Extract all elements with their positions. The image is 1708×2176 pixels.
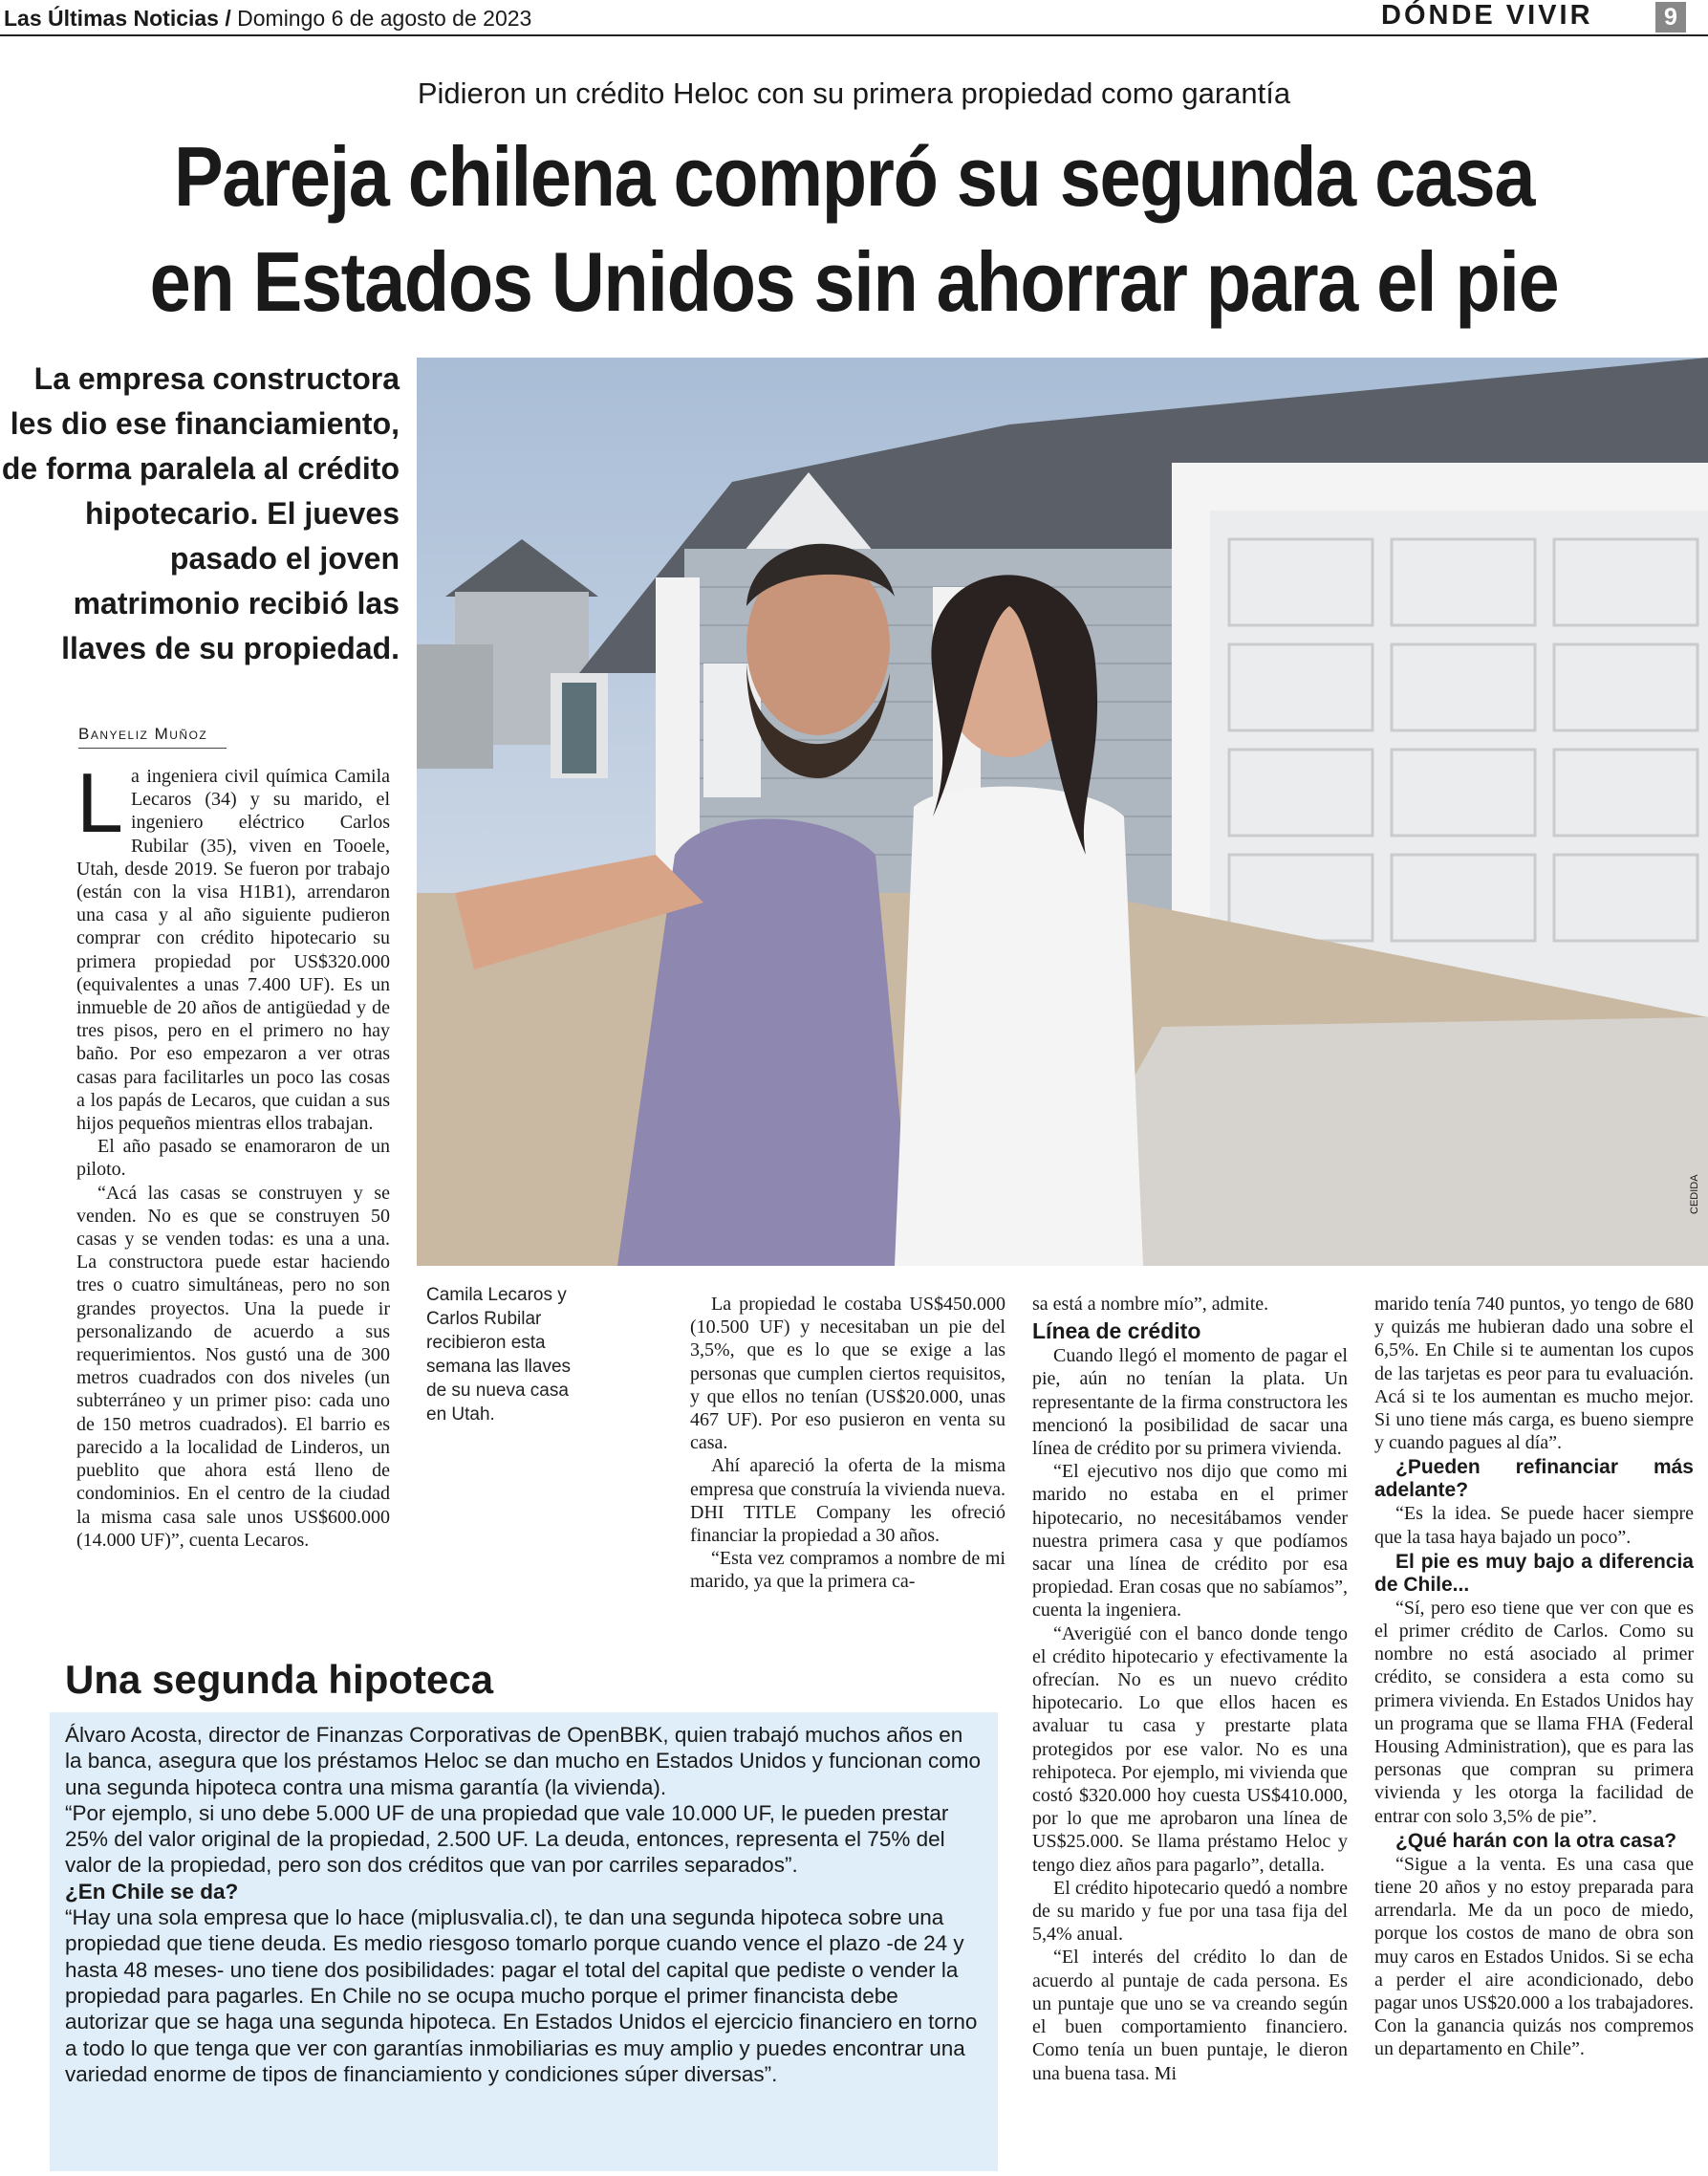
section-name: DÓNDE VIVIR: [1381, 0, 1593, 31]
headline-line-1: Pareja chilena compró su segunda casa: [173, 129, 1535, 224]
answer: “Sí, pero eso tiene que ver con que es el primer crédito de Carlos. Como su nombre no está asociado al primer crédito, se considera a esta como su primera vivienda. En Estados Unidos hay un programa que se llama FHA (Federal Housing Administration), que es para las personas que compran su primera vivienda y les otorga la facilidad de entrar con solo 3,5% de pie”.: [1374, 1597, 1694, 1827]
article-column-3: [1032, 1293, 1348, 2085]
paragraph: Cuando llegó el momento de pagar el pie, aún no tenían la plata. Un representante de la firma constructora les mencionó la posibilidad de sacar una línea de crédito por su primera vivienda.: [1032, 1345, 1348, 1460]
page-number: 9: [1655, 2, 1686, 33]
byline-rule: [78, 748, 227, 749]
paragraph: “Esta vez compramos a nombre de mi marido, ya que la primera ca-: [690, 1548, 1005, 1593]
sidebar-title: Una segunda hipoteca: [65, 1657, 494, 1702]
sidebar-paragraph: Álvaro Acosta, director de Finanzas Corporativas de OpenBBK, quien trabajó muchos años en la banca, asegura que los préstamos Heloc se dan mucho en Estados Unidos y funcionan como una segunda hipoteca contra una misma garantía (la vivienda).: [65, 1723, 982, 1799]
sidebar-box: [50, 1712, 998, 2171]
article-column-2: [690, 1293, 1005, 1594]
drop-cap: L: [76, 755, 123, 850]
paragraph: El crédito hipotecario quedó a nombre de su marido y fue por una tasa fija del 5,4% anual.: [1032, 1877, 1348, 1946]
paragraph-text: a ingeniera civil química Camila Lecaros (34) y su marido, el ingeniero eléctrico Carlos Rubilar (35), viven en Tooele, Utah, desde 2019. Se fueron por trabajo (están con la visa H1B1), arrendaron una casa y al año siguiente pudieron comprar con crédito hipotecario su primera propiedad por US$320.000 (equivalentes a unas 7.400 UF). Es un inmueble de 20 años de antigüedad y de tres pisos, pero en el primero no hay baño. Por eso empezaron a ver otras casas para facilitarles un poco las cosas a los papás de Lecaros, que cuidan a sus hijos pequeños mientras ellos trabajan.: [76, 766, 390, 1135]
answer: “Es la idea. Se puede hacer siempre que la tasa haya bajado un poco”.: [1374, 1503, 1694, 1548]
question: El pie es muy bajo a diferencia de Chile...: [1374, 1550, 1694, 1596]
subheading: Línea de crédito: [1032, 1318, 1201, 1344]
house-couple-photo: [417, 358, 1708, 1266]
paragraph: [76, 755, 390, 1135]
headline: [102, 124, 1606, 335]
article-column-1: [76, 755, 390, 1552]
paragraph: “El interés del crédito lo dan de acuerdo al puntaje de cada persona. Es un puntaje que uno se va creando según el buen comportamiento financiero. Como tenía un buen puntaje, le dieron una buena tasa. Mi: [1032, 1947, 1348, 2084]
newspaper-name: [4, 6, 531, 32]
paragraph: El año pasado se enamoraron de un piloto.: [76, 1136, 390, 1181]
paragraph: marido tenía 740 puntos, yo tengo de 680 y quizás me hubieran dado una sobre el 6,5%. En Chile si te aumentan los cupos de las tarjetas es peor para tu evaluación. Acá si te los aumentan es mucho mejor. Si uno tiene más carga, es bueno siempre y cuando pagues al día”.: [1374, 1294, 1694, 1454]
byline: Banyeliz Muñoz: [78, 725, 208, 743]
photo-caption: Camila Lecaros y Carlos Rubilar recibieron esta semana las llaves de su nueva casa en Utah.: [426, 1285, 572, 1425]
paragraph: La propiedad le costaba US$450.000 (10.500 UF) y necesitaban un pie del 3,5%, que es lo que se exige a las personas que cumplen ciertos requisitos, y que ellos no tenían (US$20.000, unas 467 UF). Por eso pusieron en venta su casa.: [690, 1294, 1005, 1454]
paragraph: Ahí apareció la oferta de la misma empresa que construía la vivienda nueva. DHI TITLE Company les ofreció financiar la propiedad a 30 años.: [690, 1455, 1005, 1547]
question: ¿Pueden refinanciar más adelante?: [1374, 1456, 1694, 1502]
sidebar-paragraph: “Por ejemplo, si uno debe 5.000 UF de una propiedad que vale 10.000 UF, le pueden prestar 25% del valor original de la propiedad, 2.500 UF. La deuda, entonces, representa el 75% del valor de la propiedad, pero son dos créditos que van por carriles separados”.: [65, 1800, 949, 1878]
answer: “Sigue a la venta. Es una casa que tiene 20 años y no estoy preparada para arrendarla. Me da un poco de miedo, porque los costos de mano de obra son muy caros en Estados Unidos. Si se echa a perder el aire acondicionado, debo pagar unos US$20.000 a los trabajadores. Con la ganancia quizás nos compremos un departamento en Chile”.: [1374, 1853, 1694, 2060]
issue-date: Domingo 6 de agosto de 2023: [237, 6, 532, 31]
headline-line-2: en Estados Unidos sin ahorrar para el pie: [149, 234, 1559, 329]
article-photo: [417, 358, 1708, 1266]
paragraph: sa está a nombre mío”, admite.: [1032, 1294, 1269, 1315]
sidebar-paragraph: “Hay una sola empresa que lo hace (miplusvalia.cl), te dan una segunda hipoteca sobre una propiedad que tiene deuda. Es medio riesgoso tomarlo porque cuando vence el plazo -de 24 y hasta 48 meses- uno tiene dos posibilidades: pagar el total del capital que pediste o vender la propiedad para pagarles. En Chile no se ocupa mucho porque el primer financista debe autorizar que se haga una segunda hipoteca. En Estados Unidos el ejercicio financiero en torno a todo lo que tenga que ver con garantías inmobiliarias es muy amplio y puedes encontrar una variedad enorme de tipos de financiamiento y condiciones súper diversas”.: [65, 1905, 978, 2086]
deck: La empresa constructora les dio ese financiamiento, de forma paralela al crédito hipotecario. El jueves pasado el joven matrimonio recibió las llaves de su propiedad.: [1, 361, 400, 665]
sidebar-question: ¿En Chile se da?: [65, 1879, 239, 1904]
question: ¿Qué harán con la otra casa?: [1395, 1829, 1677, 1852]
paragraph: “El ejecutivo nos dijo que como mi marido no estaba en el primer hipotecario, no necesitábamos vender nuestra primera casa y que podíamos sacar una línea de crédito por esa propiedad. Eran cosas que no sabíamos”, cuenta la ingeniera.: [1032, 1461, 1348, 1621]
kicker: Pidieron un crédito Heloc con su primera propiedad como garantía: [417, 76, 1291, 110]
photo-credit: CEDIDA: [1689, 1174, 1700, 1214]
paragraph: “Averigüé con el banco donde tengo el crédito hipotecario y efectivamente la ofrecían. No es un nuevo crédito hipotecario. Lo que ellos hacen es avaluar tu casa y prestarte plata protegidos por ese valor. No es una rehipoteca. Por ejemplo, mi vivienda que costó $320.000 hoy cuesta US$410.000, por lo que me aprobaron una línea de US$25.000. Se llama préstamo Heloc y tengo diez años para pagarlo”, detalla.: [1032, 1622, 1348, 1876]
newspaper-title: Las Últimas Noticias /: [4, 6, 231, 31]
paragraph: “Acá las casas se construyen y se venden. No es que se construyen 50 casas y se venden todas: es una a una. La constructora puede estar haciendo tres o cuatro simultáneas, pero no son grandes proyectos. Una la puede ir personalizando de acuerdo a sus requerimientos. Nos gustó una de 300 metros cuadrados con dos niveles (un subterráneo y un primer piso: cada uno de 150 metros cuadrados). El barrio es parecido a la localidad de Linderos, un pueblito que ahora está lleno de condominios. En el centro de la ciudad la misma casa sale unos US$600.000 (14.000 UF)”, cuenta Lecaros.: [76, 1182, 390, 1551]
article-column-4: [1374, 1293, 1694, 2061]
